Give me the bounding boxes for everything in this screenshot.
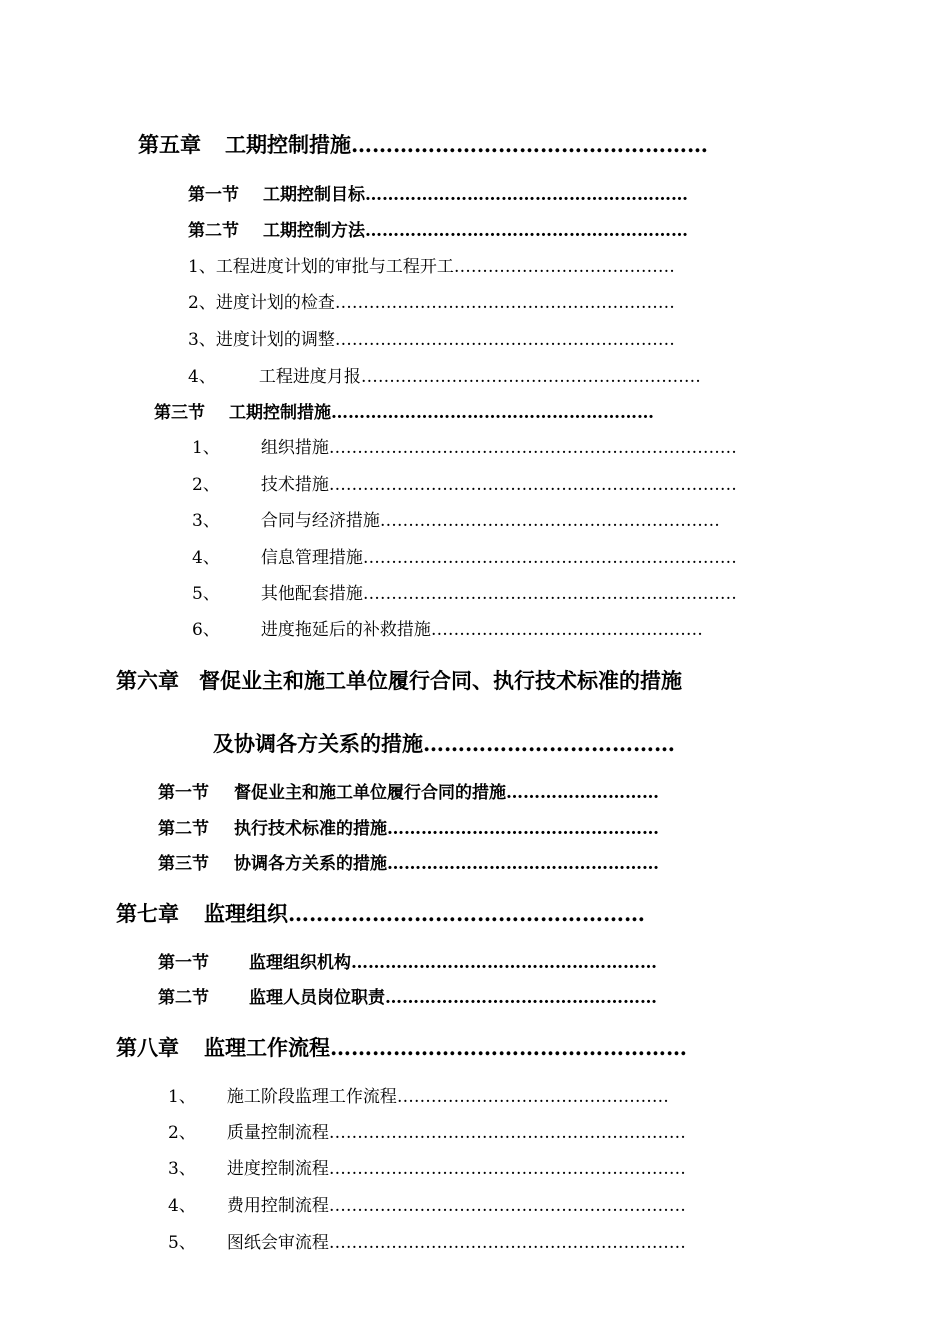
chapter-title: 工期控制措施: [225, 132, 351, 157]
toc-leader-dots: …………………………………………………: [365, 221, 688, 241]
section-title: 监理组织机构: [249, 953, 351, 973]
toc-leader-dots: ………………………………………………………………: [328, 438, 737, 458]
toc-leader-dots: ………………………………………………………: [328, 1196, 686, 1216]
toc-leader-dots: …………………………………………: [430, 620, 703, 640]
section-title: 工期控制措施: [229, 403, 331, 423]
section-number: 第一节: [188, 185, 239, 205]
toc-item-5-2-2[interactable]: [188, 293, 714, 313]
section-title: 执行技术标准的措施: [234, 819, 387, 839]
item-title: 进度拖延后的补救措施: [260, 620, 431, 640]
item-number: 2、: [168, 1123, 196, 1143]
toc-leader-dots: …………………………………………: [385, 988, 657, 1008]
section-number: 第三节: [154, 403, 205, 423]
chapter-number: 第五章: [138, 132, 201, 157]
toc-leader-dots: ……………………………………………: [351, 132, 708, 157]
item-title: 合同与经济措施: [260, 511, 380, 531]
section-title: 监理人员岗位职责: [249, 988, 385, 1008]
toc-item-5-2-4[interactable]: [188, 367, 748, 387]
toc-item-8-3[interactable]: [168, 1159, 734, 1179]
toc-leader-dots: …………………………………………: [387, 819, 659, 839]
toc-leader-dots: ………………………………………………: [351, 953, 657, 973]
toc-section-5-1[interactable]: [188, 185, 723, 205]
section-number: 第一节: [158, 953, 209, 973]
toc-leader-dots: …………………………………: [453, 257, 675, 277]
section-title: 协调各方关系的措施: [234, 854, 387, 874]
item-title: 施工阶段监理工作流程: [226, 1087, 397, 1107]
toc-chapter-5[interactable]: [138, 132, 723, 157]
toc-leader-dots: ………………………………………………………: [328, 1159, 686, 1179]
toc-leader-dots: ………………………: [506, 783, 659, 803]
toc-leader-dots: ………………………………………………………: [328, 1123, 686, 1143]
toc-leader-dots: ……………………………………………………: [334, 293, 675, 313]
item-title: 组织措施: [260, 438, 329, 458]
item-title: 图纸会审流程: [226, 1233, 329, 1253]
chapter-title-continued: 及协调各方关系的措施: [213, 731, 423, 756]
toc-leader-dots: ………………………………………………………: [328, 1233, 686, 1253]
item-number: 4、: [188, 367, 216, 387]
toc-section-7-1[interactable]: [158, 953, 710, 973]
section-number: 第二节: [188, 221, 239, 241]
toc-item-5-3-2[interactable]: [192, 475, 748, 495]
item-number: 1、: [168, 1087, 196, 1107]
toc-item-5-2-3[interactable]: [188, 330, 714, 350]
toc-leader-dots: ……………………………………………………: [360, 367, 701, 387]
item-number: 4、: [168, 1196, 196, 1216]
toc-chapter-8[interactable]: [116, 1035, 696, 1060]
item-title: 技术措施: [260, 475, 329, 495]
item-title: 费用控制流程: [226, 1196, 329, 1216]
toc-item-5-2-1[interactable]: [188, 257, 714, 277]
section-number: 第二节: [158, 819, 209, 839]
toc-item-8-4[interactable]: [168, 1196, 734, 1216]
item-number: 1、: [188, 257, 216, 277]
toc-leader-dots: …………………………………………………: [365, 185, 688, 205]
item-title: 信息管理措施: [260, 548, 363, 568]
toc-chapter-7[interactable]: [116, 901, 696, 926]
section-number: 第二节: [158, 988, 209, 1008]
section-title: 督促业主和施工单位履行合同的措施: [234, 783, 506, 803]
toc-item-8-5[interactable]: [168, 1233, 734, 1253]
toc-chapter-6-continued[interactable]: [213, 731, 708, 756]
toc-leader-dots: …………………………………………: [396, 1087, 669, 1107]
item-title: 进度计划的检查: [215, 293, 335, 313]
item-number: 4、: [192, 548, 220, 568]
item-number: 5、: [192, 584, 220, 604]
toc-leader-dots: ……………………………………………………: [334, 330, 675, 350]
item-title: 其他配套措施: [260, 584, 363, 604]
toc-leader-dots: …………………………………………………………: [362, 584, 737, 604]
item-title: 工程进度月报: [258, 367, 361, 387]
item-number: 2、: [192, 475, 220, 495]
toc-leader-dots: ……………………………………………: [288, 901, 645, 926]
toc-item-5-3-3[interactable]: [192, 511, 748, 531]
section-title: 工期控制目标: [263, 185, 365, 205]
chapter-number: 第八章: [116, 1035, 179, 1060]
chapter-number: 第七章: [116, 901, 179, 926]
item-number: 3、: [192, 511, 220, 531]
chapter-title: 监理工作流程: [204, 1035, 330, 1060]
section-number: 第一节: [158, 783, 209, 803]
toc-item-8-1[interactable]: [168, 1087, 734, 1107]
toc-chapter-6[interactable]: [116, 668, 726, 693]
item-number: 6、: [192, 620, 220, 640]
toc-section-7-2[interactable]: [158, 988, 710, 1008]
toc-leader-dots: ……………………………………………………: [379, 511, 720, 531]
section-number: 第三节: [158, 854, 209, 874]
toc-leader-dots: …………………………………………………………: [362, 548, 737, 568]
toc-section-6-2[interactable]: [158, 819, 714, 839]
toc-leader-dots: …………………………………………: [387, 854, 659, 874]
item-number: 3、: [188, 330, 216, 350]
chapter-title: 督促业主和施工单位履行合同、执行技术标准的措施: [199, 668, 682, 693]
toc-item-5-3-6[interactable]: [192, 620, 748, 640]
chapter-number: 第六章: [116, 668, 179, 693]
toc-item-8-2[interactable]: [168, 1123, 734, 1143]
item-title: 进度控制流程: [226, 1159, 329, 1179]
section-title: 工期控制方法: [263, 221, 365, 241]
item-number: 5、: [168, 1233, 196, 1253]
item-title: 质量控制流程: [226, 1123, 329, 1143]
item-title: 进度计划的调整: [215, 330, 335, 350]
item-number: 2、: [188, 293, 216, 313]
item-number: 1、: [192, 438, 220, 458]
toc-leader-dots: ………………………………: [423, 731, 675, 756]
toc-leader-dots: ………………………………………………………………: [328, 475, 737, 495]
toc-leader-dots: ……………………………………………: [330, 1035, 687, 1060]
chapter-title: 监理组织: [204, 901, 288, 926]
toc-item-5-3-5[interactable]: [192, 584, 748, 604]
toc-leader-dots: …………………………………………………: [331, 403, 654, 423]
toc-section-5-2[interactable]: [188, 221, 723, 241]
toc-section-5-3[interactable]: [154, 403, 710, 423]
toc-item-5-3-4[interactable]: [192, 548, 748, 568]
item-title: 工程进度计划的审批与工程开工: [215, 257, 454, 277]
toc-section-6-1[interactable]: [158, 783, 714, 803]
item-number: 3、: [168, 1159, 196, 1179]
toc-item-5-3-1[interactable]: [192, 438, 748, 458]
toc-section-6-3[interactable]: [158, 854, 714, 874]
